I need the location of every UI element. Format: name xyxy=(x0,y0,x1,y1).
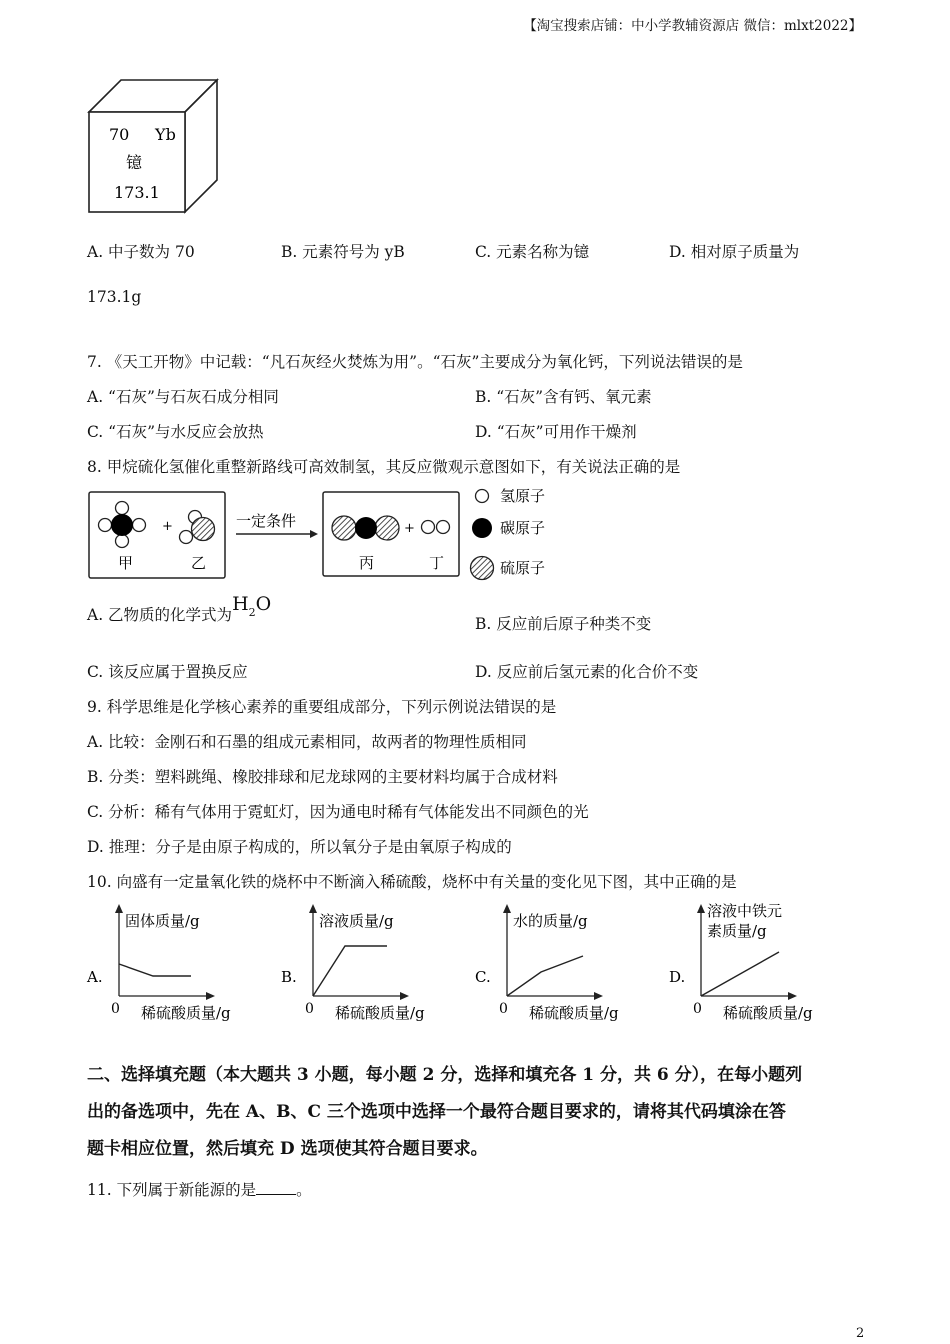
svg-text:稀硫酸质量/g: 稀硫酸质量/g xyxy=(723,1004,813,1022)
q10-graph-a xyxy=(85,900,255,1028)
label-bing: 丙 xyxy=(359,554,375,572)
q9-option-c: C. 分析：稀有气体用于霓虹灯，因为通电时稀有气体能发出不同颜色的光 xyxy=(87,803,589,821)
svg-text:固体质量/g: 固体质量/g xyxy=(125,912,200,930)
q10-graph-d xyxy=(667,900,837,1028)
label-yi: 乙 xyxy=(191,554,207,572)
q8-option-b: B. 反应前后原子种类不变 xyxy=(475,615,652,633)
answer-blank[interactable] xyxy=(256,1180,296,1195)
svg-text:稀硫酸质量/g: 稀硫酸质量/g xyxy=(141,1004,231,1022)
q8-stem: 8. 甲烷硫化氢催化重整新路线可高效制氢，其反应微观示意图如下，有关说法正确的是 xyxy=(87,458,681,476)
legend-carbon: 碳原子 xyxy=(500,519,546,537)
legend-carbon-icon xyxy=(472,518,492,538)
svg-text:0: 0 xyxy=(111,1001,120,1017)
label-ding: 丁 xyxy=(429,554,445,572)
q9-stem: 9. 科学思维是化学核心素养的重要组成部分，下列示例说法错误的是 xyxy=(87,698,557,716)
q7-option-d: D. “石灰”可用作干燥剂 xyxy=(475,423,637,441)
svg-text:稀硫酸质量/g: 稀硫酸质量/g xyxy=(335,1004,425,1022)
q8-option-a: A. 乙物质的化学式为$H_2O$ xyxy=(87,593,272,624)
q7-stem: 7. 《天工开物》中记载：“凡石灰经火焚炼为用”。“石灰”主要成分为氧化钙，下列说法错误的是 xyxy=(87,353,743,371)
graph-d-curve xyxy=(701,952,779,996)
legend-hydrogen-icon xyxy=(476,490,489,503)
legend-sulfur-icon xyxy=(471,557,494,580)
element-symbol: Yb xyxy=(155,125,176,144)
graph-c-curve xyxy=(507,956,583,996)
q8-option-d: D. 反应前后氢元素的化合价不变 xyxy=(475,663,699,681)
legend-sulfur: 硫原子 xyxy=(500,559,546,577)
q9-option-b: B. 分类：塑料跳绳、橡胶排球和尼龙球网的主要材料均属于合成材料 xyxy=(87,768,558,786)
svg-text:溶液质量/g: 溶液质量/g xyxy=(319,912,394,930)
q6-option-d-continued: 173.1g xyxy=(87,288,142,306)
graph-a-option: A. xyxy=(87,968,103,986)
svg-text:水的质量/g: 水的质量/g xyxy=(513,912,588,930)
graph-b-curve xyxy=(313,946,387,996)
svg-text:0: 0 xyxy=(693,1001,702,1017)
q11-stem: 11. 下列属于新能源的是 。 xyxy=(87,1181,312,1199)
element-name: 镱 xyxy=(126,153,143,172)
graph-a-curve xyxy=(119,964,191,976)
q6-option-a: A. 中子数为 70 xyxy=(87,243,195,261)
reaction-condition: 一定条件 xyxy=(236,512,297,530)
q6-option-d: D. 相对原子质量为 xyxy=(669,243,800,261)
q6-option-b: B. 元素符号为 yB xyxy=(281,243,405,261)
page-header: 【淘宝搜索店铺：中小学教辅资源店 微信：mlxt2022】 xyxy=(523,18,862,34)
section2-line1: 二、选择填充题（本大题共 3 小题，每小题 2 分，选择和填充各 1 分，共 6 分），在每小题列 xyxy=(87,1065,803,1085)
atomic-mass: 173.1 xyxy=(114,183,160,202)
q9-option-a: A. 比较：金刚石和石墨的组成元素相同，故两者的物理性质相同 xyxy=(87,733,527,751)
svg-text:0: 0 xyxy=(499,1001,508,1017)
atomic-number: 70 xyxy=(109,125,130,144)
q10-graph-b xyxy=(279,900,449,1028)
q7-option-a: A. “石灰”与石灰石成分相同 xyxy=(87,388,279,406)
reaction-diagram xyxy=(86,484,566,584)
q9-option-d: D. 推理：分子是由原子构成的，所以氧分子是由氧原子构成的 xyxy=(87,838,512,856)
carbon-disulfide-molecule xyxy=(332,516,399,540)
svg-text:+: + xyxy=(404,521,415,536)
svg-text:0: 0 xyxy=(305,1001,314,1017)
svg-text:+: + xyxy=(162,519,173,534)
svg-text:稀硫酸质量/g: 稀硫酸质量/g xyxy=(529,1004,619,1022)
q10-stem: 10. 向盛有一定量氧化铁的烧杯中不断滴入稀硫酸，烧杯中有关量的变化见下图，其中正确的是 xyxy=(87,873,737,891)
section2-line3: 题卡相应位置，然后填充 D 选项使其符合题目要求。 xyxy=(87,1139,488,1159)
graph-b-option: B. xyxy=(281,968,297,986)
page-number: 2 xyxy=(856,1326,865,1341)
label-jia: 甲 xyxy=(118,554,134,572)
q6-option-c: C. 元素名称为镱 xyxy=(475,243,590,261)
svg-text:素质量/g: 素质量/g xyxy=(707,922,767,940)
element-card xyxy=(86,78,222,216)
q7-option-b: B. “石灰”含有钙、氧元素 xyxy=(475,388,652,406)
svg-text:溶液中铁元: 溶液中铁元 xyxy=(707,902,783,920)
legend-hydrogen: 氢原子 xyxy=(500,487,546,505)
q8-option-c: C. 该反应属于置换反应 xyxy=(87,663,248,681)
q7-option-c: C. “石灰”与水反应会放热 xyxy=(87,423,264,441)
section2-line2: 出的备选项中，先在 A、B、C 三个选项中选择一个最符合题目要求的，请将其代码填涂在答 xyxy=(87,1102,786,1122)
graph-d-option: D. xyxy=(669,968,686,986)
graph-c-option: C. xyxy=(475,968,491,986)
q10-graph-c xyxy=(473,900,643,1028)
